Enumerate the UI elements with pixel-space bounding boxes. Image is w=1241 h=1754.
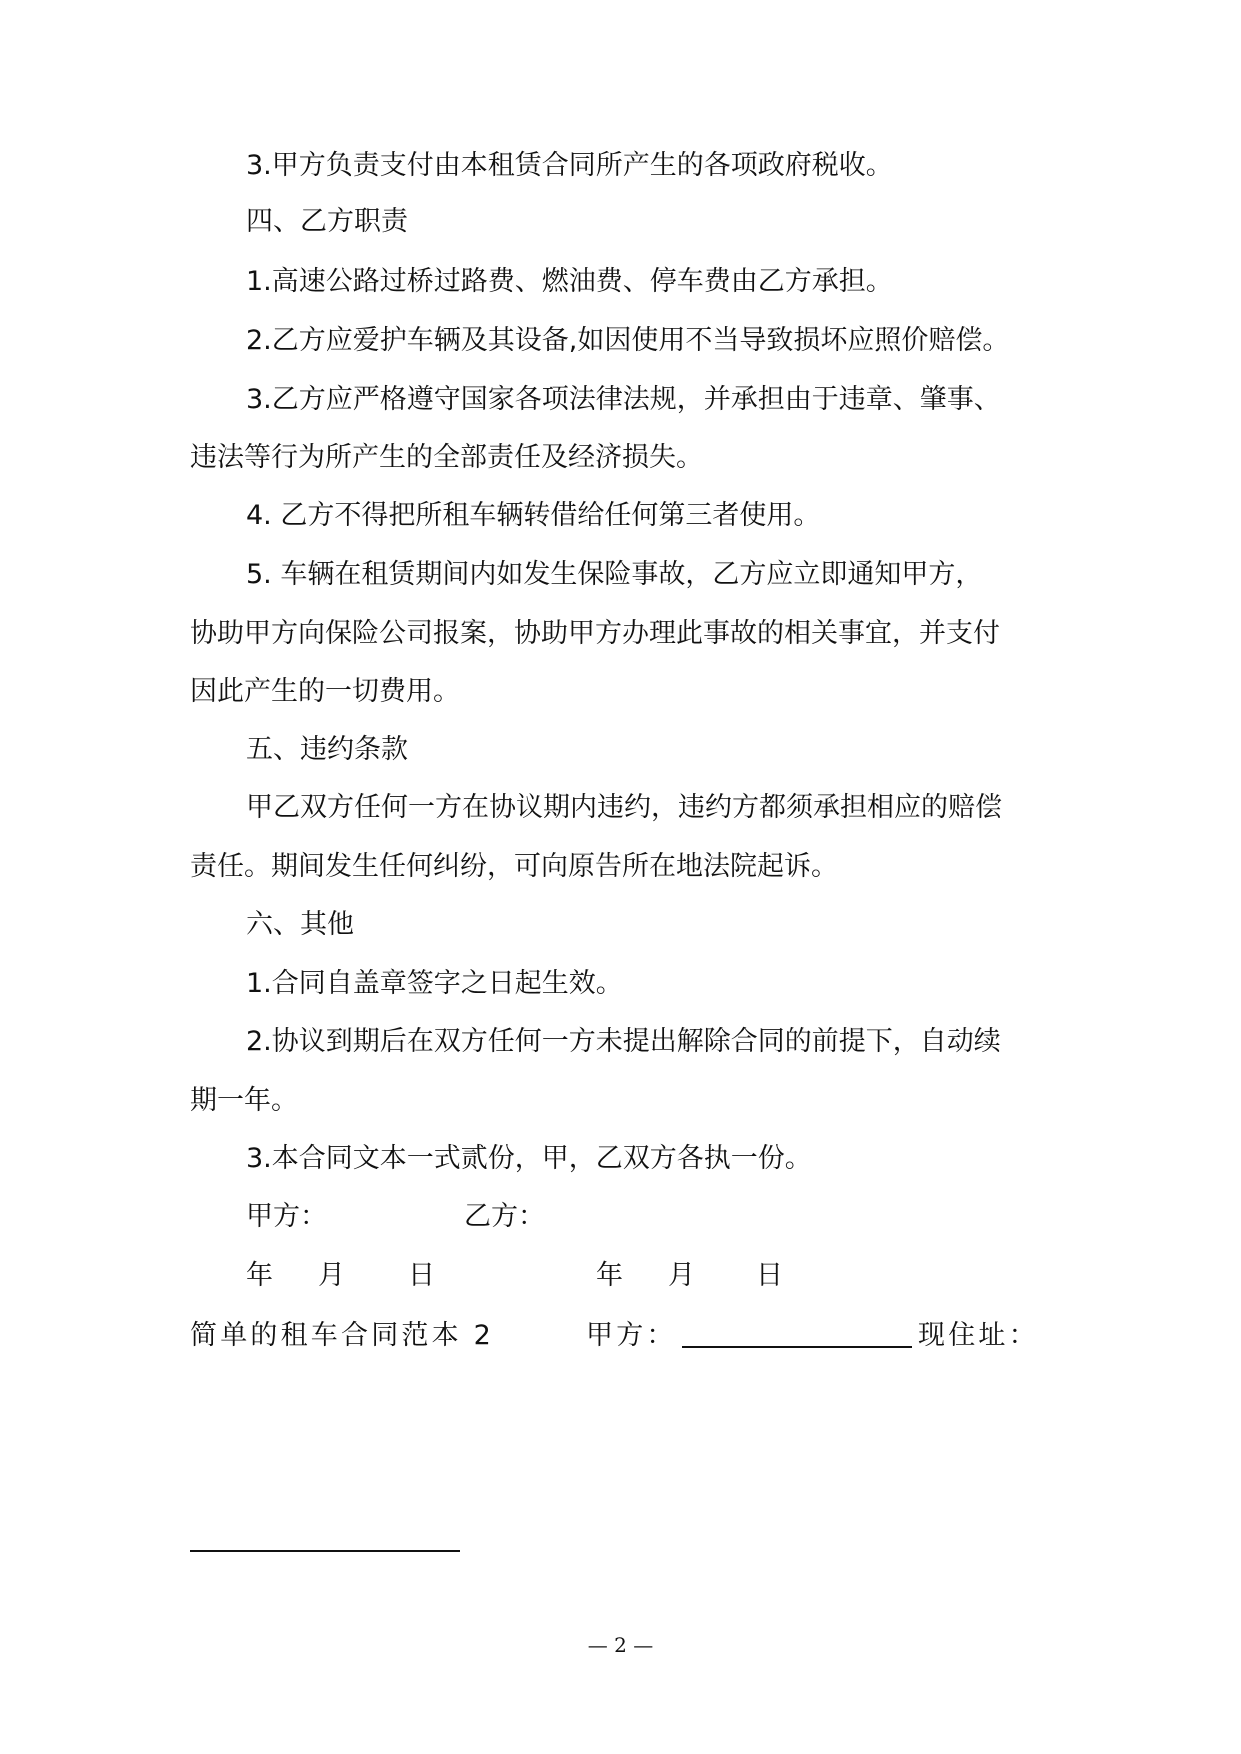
page-number: — 2 —: [587, 1633, 654, 1657]
clause-4-2: 2.乙方应爱护车辆及其设备,如因使用不当导致损坏应照价赔偿。: [246, 325, 1010, 356]
clause-4-3-line2: 违法等行为所产生的全部责任及经济损失。: [190, 442, 703, 473]
template-address-label: 现住址：: [918, 1320, 1039, 1351]
clause-4-5-line1: 5. 车辆在租赁期间内如发生保险事故，乙方应立即通知甲方，: [246, 559, 983, 590]
date-a-month: 月: [318, 1260, 345, 1291]
clause-6-2-line2: 期一年。: [190, 1085, 298, 1116]
date-a-year: 年: [246, 1260, 273, 1291]
clause-6-1: 1.合同自盖章签字之日起生效。: [246, 968, 623, 999]
clause-6-2-line1: 2.协议到期后在双方任何一方未提出解除合同的前提下，自动续: [246, 1026, 1001, 1057]
clause-3-a-tax: 3.甲方负责支付由本租赁合同所产生的各项政府税收。: [246, 150, 893, 181]
section-heading-6: 六、其他: [246, 909, 354, 940]
clause-4-5-line2: 协助甲方向保险公司报案，协助甲方办理此事故的相关事宜，并支付: [190, 618, 1000, 649]
clause-5-line1: 甲乙双方任何一方在协议期内违约，违约方都须承担相应的赔偿: [246, 792, 1002, 823]
template-title: 简单的租车合同范本 2: [190, 1320, 494, 1351]
signature-party-a-label: 甲方：: [246, 1201, 327, 1232]
section-heading-5: 五、违约条款: [246, 734, 408, 765]
date-b-day: 日: [756, 1260, 783, 1291]
party-a-blank-line: [682, 1318, 912, 1348]
clause-6-3: 3.本合同文本一式贰份，甲，乙双方各执一份。: [246, 1143, 812, 1174]
clause-5-line2: 责任。期间发生任何纠纷，可向原告所在地法院起诉。: [190, 851, 838, 882]
date-b-year: 年: [596, 1260, 623, 1291]
clause-4-3-line1: 3.乙方应严格遵守国家各项法律法规，并承担由于违章、肇事、: [246, 384, 1001, 415]
clause-4-5-line3: 因此产生的一切费用。: [190, 676, 460, 707]
signature-party-b-label: 乙方：: [464, 1201, 545, 1232]
address-blank-line: [190, 1522, 460, 1552]
date-b-month: 月: [668, 1260, 695, 1291]
date-a-day: 日: [408, 1260, 435, 1291]
clause-4-1: 1.高速公路过桥过路费、燃油费、停车费由乙方承担。: [246, 266, 893, 297]
clause-4-4: 4. 乙方不得把所租车辆转借给任何第三者使用。: [246, 500, 821, 531]
template-party-a-label: 甲方：: [586, 1320, 677, 1351]
section-heading-4: 四、乙方职责: [246, 206, 408, 237]
